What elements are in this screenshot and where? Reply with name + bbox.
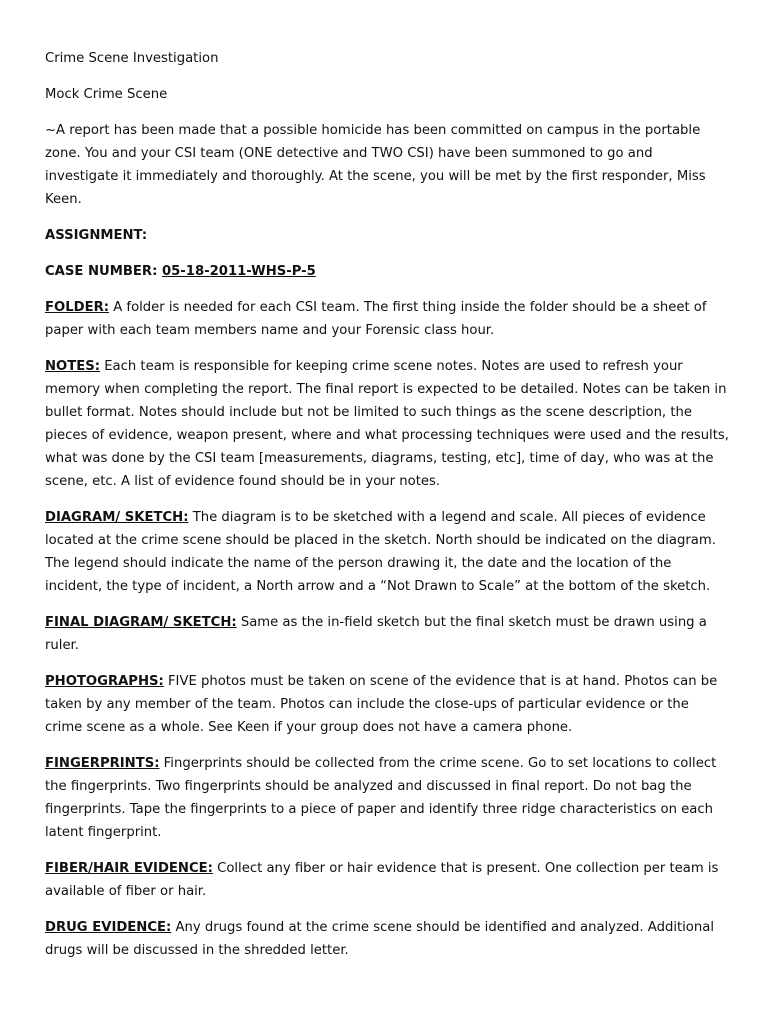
section-text: The diagram is to be sketched with a legend and scale. All pieces of evidence located at the crime scene should be placed in the sketch. North should be indicated on the diagram. The legend should indicate the name of the person drawing it, the date and the location of the incident, the type of incident, a North arrow and a “Not Drawn to Scale” at the bottom of the sketch. bbox=[45, 510, 716, 594]
section-final-diagram-sketch bbox=[45, 611, 730, 657]
case-number-line bbox=[45, 260, 730, 283]
section-fiber-hair-evidence bbox=[45, 857, 730, 903]
section-folder bbox=[45, 296, 730, 342]
section-text: Each team is responsible for keeping crime scene notes. Notes are used to refresh your memory when completing the report. The final report is expected to be detailed. Notes can be taken in bullet format. Notes should include but not be limited to such things as the scene description, the pieces of evidence, weapon present, where and what processing techniques were used and the results, what was done by the CSI team [measurements, diagrams, testing, etc], time of day, who was at the scene, etc. A list of evidence found should be in your notes. bbox=[45, 359, 729, 489]
intro-paragraph: ~A report has been made that a possible homicide has been committed on campus in the portable zone. You and your CSI team (ONE detective and TWO CSI) have been summoned to go and investigate it immediately and thoroughly. At the scene, you will be met by the first responder, Miss Keen. bbox=[45, 123, 706, 207]
document-title: Crime Scene Investigation bbox=[45, 51, 219, 66]
section-drug-evidence bbox=[45, 916, 730, 962]
section-text: Same as the in-field sketch but the final sketch must be drawn using a ruler. bbox=[45, 615, 707, 653]
section-diagram-sketch bbox=[45, 506, 730, 598]
section-text: Collect any fiber or hair evidence that is present. One collection per team is available of fiber or hair. bbox=[45, 861, 719, 899]
section-notes bbox=[45, 355, 730, 493]
section-label: DIAGRAM/ SKETCH: bbox=[45, 510, 189, 525]
section-text: A folder is needed for each CSI team. The first thing inside the folder should be a sheet of paper with each team members name and your Forensic class hour. bbox=[45, 300, 707, 338]
document-subtitle: Mock Crime Scene bbox=[45, 87, 168, 102]
section-label: FINAL DIAGRAM/ SKETCH: bbox=[45, 615, 237, 630]
section-label: FOLDER: bbox=[45, 300, 110, 315]
case-number-value: 05-18-2011-WHS-P-5 bbox=[161, 264, 316, 279]
section-text: Fingerprints should be collected from the crime scene. Go to set locations to collect the fingerprints. Two fingerprints should be analyzed and discussed in final report. Do not bag the fingerprints. Tape the fingerprints to a piece of paper and identify three ridge characteristics on each latent fingerprint. bbox=[45, 756, 717, 840]
section-text: FIVE photos must be taken on scene of the evidence that is at hand. Photos can be taken by any member of the team. Photos can include the close-ups of particular evidence or the crime scene as a whole. See Keen if your group does not have a camera phone. bbox=[45, 674, 718, 735]
section-label: FIBER/HAIR EVIDENCE: bbox=[45, 861, 213, 876]
assignment-label: ASSIGNMENT: bbox=[45, 228, 148, 243]
assignment-heading bbox=[45, 224, 730, 247]
section-label: PHOTOGRAPHS: bbox=[45, 674, 164, 689]
section-label: NOTES: bbox=[45, 359, 101, 374]
section-label: FINGERPRINTS: bbox=[45, 756, 160, 771]
section-photographs bbox=[45, 670, 730, 739]
section-fingerprints bbox=[45, 752, 730, 844]
case-number-label: CASE NUMBER: bbox=[45, 264, 162, 279]
section-text: Any drugs found at the crime scene should be identified and analyzed. Additional drugs will be discussed in the shredded letter. bbox=[45, 920, 714, 958]
section-label: DRUG EVIDENCE: bbox=[45, 920, 172, 935]
document-page bbox=[45, 47, 730, 975]
